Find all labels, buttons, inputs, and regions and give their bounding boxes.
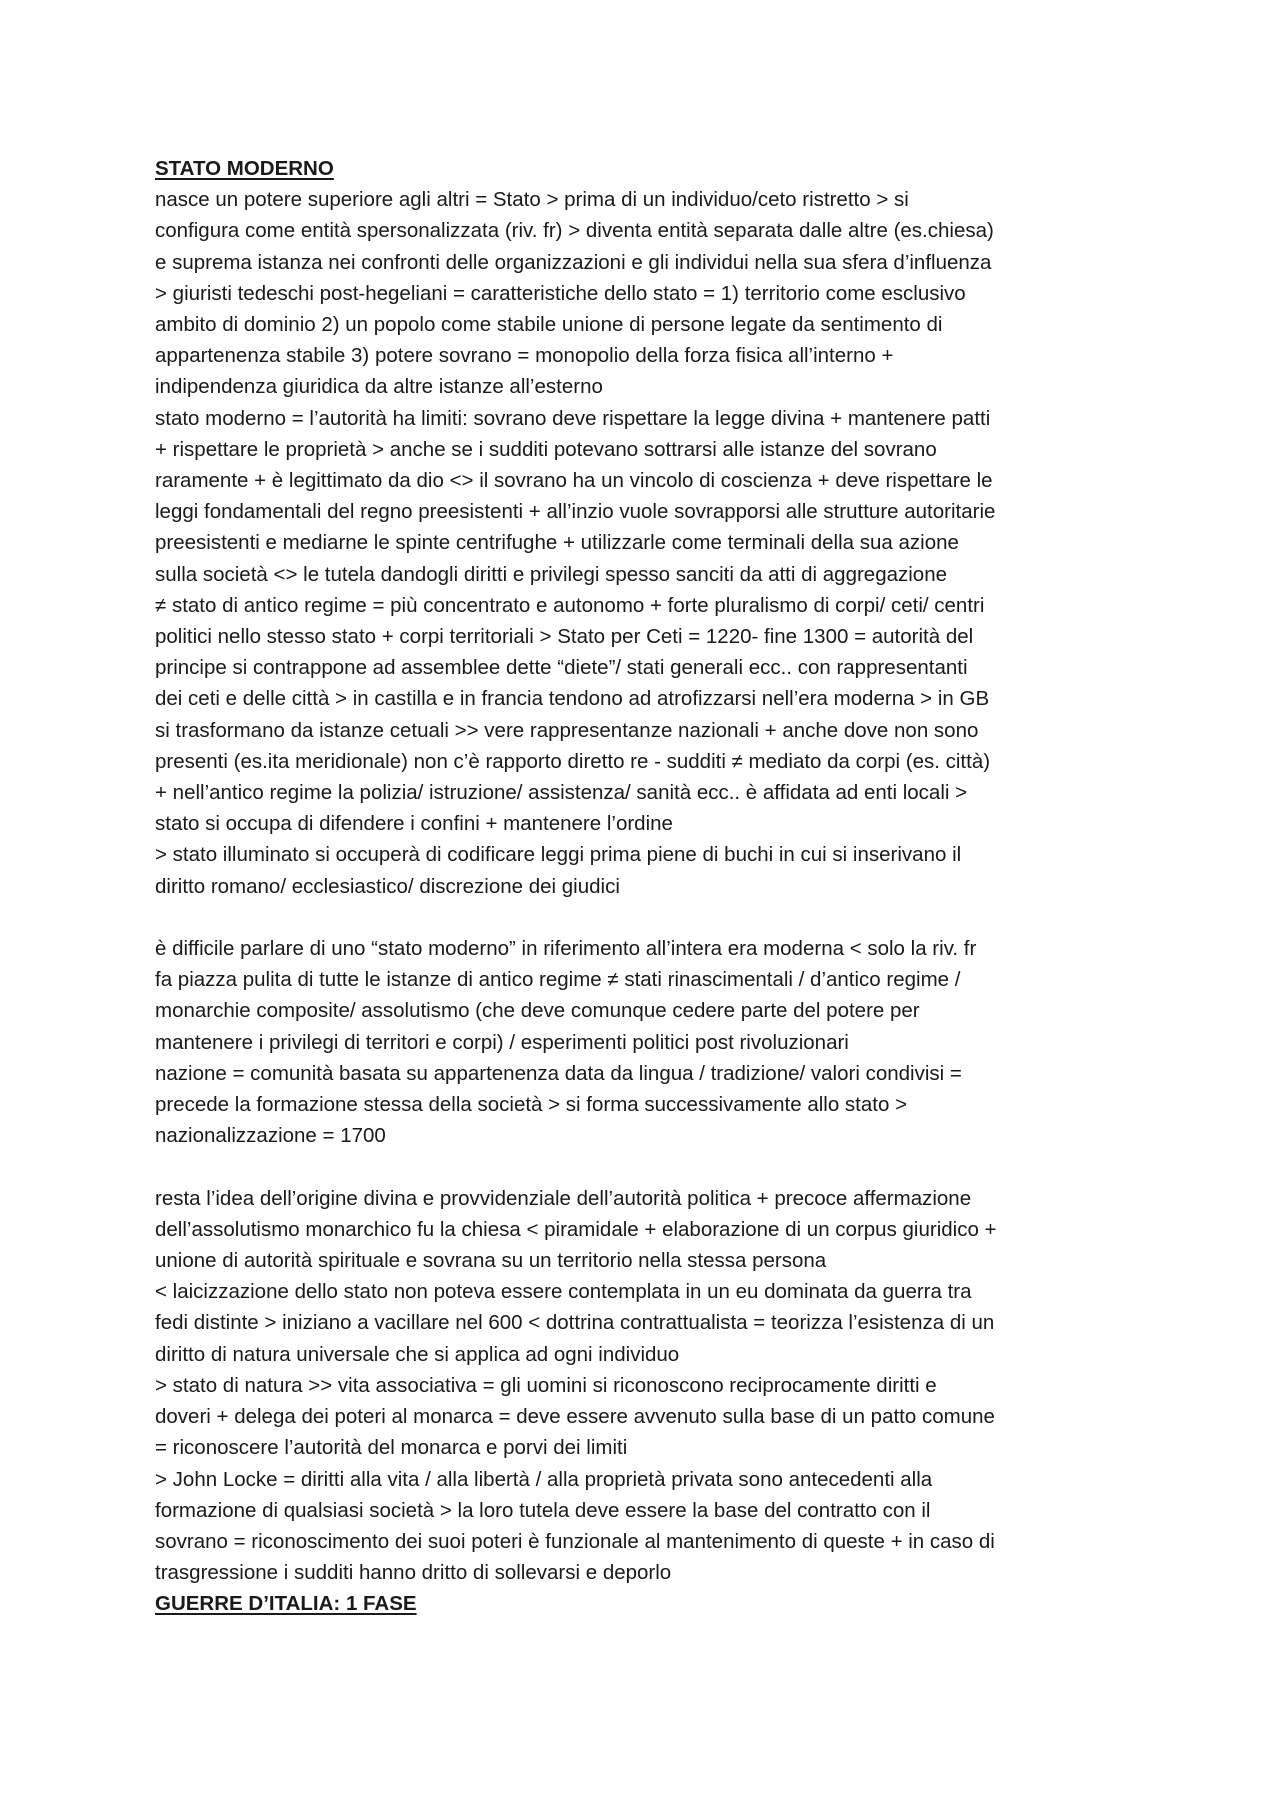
text-line: unione di autorità spirituale e sovrana su un territorio nella stessa persona	[155, 1249, 827, 1273]
text-line: fa piazza pulita di tutte le istanze di antico regime ≠ stati rinascimentali / d’antico regime /	[155, 968, 961, 992]
text-line: trasgressione i sudditi hanno dritto di sollevarsi e deporlo	[155, 1561, 672, 1585]
text-line: monarchie composite/ assolutismo (che deve comunque cedere parte del potere per	[155, 999, 920, 1023]
text-line: leggi fondamentali del regno preesistenti + all’inzio vuole sovrapporsi alle strutture autoritarie	[155, 500, 996, 524]
text-line: = riconoscere l’autorità del monarca e porvi dei limiti	[155, 1436, 628, 1460]
text-line: ≠ stato di antico regime = più concentrato e autonomo + forte pluralismo di corpi/ ceti/ centri	[155, 593, 985, 617]
text-line: fedi distinte > iniziano a vacillare nel 600 < dottrina contrattualista = teorizza l’esistenza di un	[155, 1311, 995, 1335]
section-stato-moderno-era	[155, 933, 1145, 1151]
text-line: configura come entità spersonalizzata (riv. fr) > diventa entità separata dalle altre (es.chiesa)	[155, 219, 994, 243]
text-line: raramente + è legittimato da dio <> il sovrano ha un vincolo di coscienza + deve rispettare le	[155, 469, 993, 493]
text-line: precede la formazione stessa della società > si forma successivamente allo stato >	[155, 1093, 908, 1117]
text-line: preesistenti e mediarne le spinte centrifughe + utilizzarle come terminali della sua azione	[155, 531, 959, 555]
text-line: e suprema istanza nei confronti delle organizzazioni e gli individui nella sua sfera d’influenza	[155, 250, 992, 274]
section-stato-moderno	[155, 184, 1145, 902]
text-line: diritto di natura universale che si applica ad ogni individuo	[155, 1342, 680, 1366]
text-line: sulla società <> le tutela dandogli diritti e privilegi spesso sanciti da atti di aggregazione	[155, 562, 948, 586]
text-line: diritto romano/ ecclesiastico/ discrezione dei giudici	[155, 874, 620, 898]
section-origine-autorita	[155, 1183, 1145, 1589]
paragraph-spacer	[155, 1151, 1145, 1182]
text-line: nazione = comunità basata su appartenenza data da lingua / tradizione/ valori condivisi =	[155, 1061, 962, 1085]
text-line: nasce un potere superiore agli altri = Stato > prima di un individuo/ceto ristretto > si	[155, 188, 909, 212]
text-line: politici nello stesso stato + corpi territoriali > Stato per Ceti = 1220- fine 1300 = autorità del	[155, 625, 974, 649]
heading-stato-moderno: STATO MODERNO	[155, 157, 334, 180]
text-line: > giuristi tedeschi post-hegeliani = caratteristiche dello stato = 1) territorio come esclusivo	[155, 281, 966, 305]
text-line: + rispettare le proprietà > anche se i sudditi potevano sottrarsi alle istanze del sovrano	[155, 437, 937, 461]
text-line: è difficile parlare di uno “stato moderno” in riferimento all’intera era moderna < solo la riv. fr	[155, 937, 977, 961]
text-line: stato si occupa di difendere i confini + mantenere l’ordine	[155, 812, 673, 836]
text-line: nazionalizzazione = 1700	[155, 1124, 386, 1148]
text-line: appartenenza stabile 3) potere sovrano = monopolio della forza fisica all’interno +	[155, 344, 894, 368]
text-line: ambito di dominio 2) un popolo come stabile unione di persone legate da sentimento di	[155, 313, 943, 337]
text-line: < laicizzazione dello stato non poteva essere contemplata in un eu dominata da guerra tra	[155, 1280, 972, 1304]
document-body	[155, 153, 1145, 1620]
text-line: dei ceti e delle città > in castilla e in francia tendono ad atrofizzarsi nell’era moderna > in GB	[155, 687, 990, 711]
text-line: si trasformano da istanze cetuali >> vere rappresentanze nazionali + anche dove non sono	[155, 718, 979, 742]
text-line: > stato di natura >> vita associativa = gli uomini si riconoscono reciprocamente diritti e	[155, 1373, 937, 1397]
text-line: mantenere i privilegi di territori e corpi) / esperimenti politici post rivoluzionari	[155, 1030, 849, 1054]
text-line: formazione di qualsiasi società > la loro tutela deve essere la base del contratto con il	[155, 1498, 931, 1522]
text-line: > stato illuminato si occuperà di codificare leggi prima piene di buchi in cui si inserivano il	[155, 843, 962, 867]
text-line: doveri + delega dei poteri al monarca = deve essere avvenuto sulla base di un patto comune	[155, 1405, 995, 1429]
text-line: dell’assolutismo monarchico fu la chiesa < piramidale + elaborazione di un corpus giuridico +	[155, 1217, 997, 1241]
text-line: sovrano = riconoscimento dei suoi poteri è funzionale al mantenimento di queste + in caso di	[155, 1529, 995, 1553]
text-line: presenti (es.ita meridionale) non c’è rapporto diretto re - sudditi ≠ mediato da corpi (es. città)	[155, 749, 991, 773]
heading-guerre-italia: GUERRE D’ITALIA: 1 FASE	[155, 1592, 417, 1616]
text-line: stato moderno = l’autorità ha limiti: sovrano deve rispettare la legge divina + mantenere patti	[155, 406, 991, 430]
paragraph-spacer	[155, 902, 1145, 933]
text-line: + nell’antico regime la polizia/ istruzione/ assistenza/ sanità ecc.. è affidata ad enti locali >	[155, 781, 968, 805]
text-line: principe si contrappone ad assemblee dette “diete”/ stati generali ecc.. con rappresentanti	[155, 656, 968, 680]
text-line: indipendenza giuridica da altre istanze all’esterno	[155, 375, 603, 399]
text-line: > John Locke = diritti alla vita / alla libertà / alla proprietà privata sono antecedenti alla	[155, 1467, 933, 1491]
text-line: resta l’idea dell’origine divina e provvidenziale dell’autorità politica + precoce affermazione	[155, 1186, 972, 1210]
